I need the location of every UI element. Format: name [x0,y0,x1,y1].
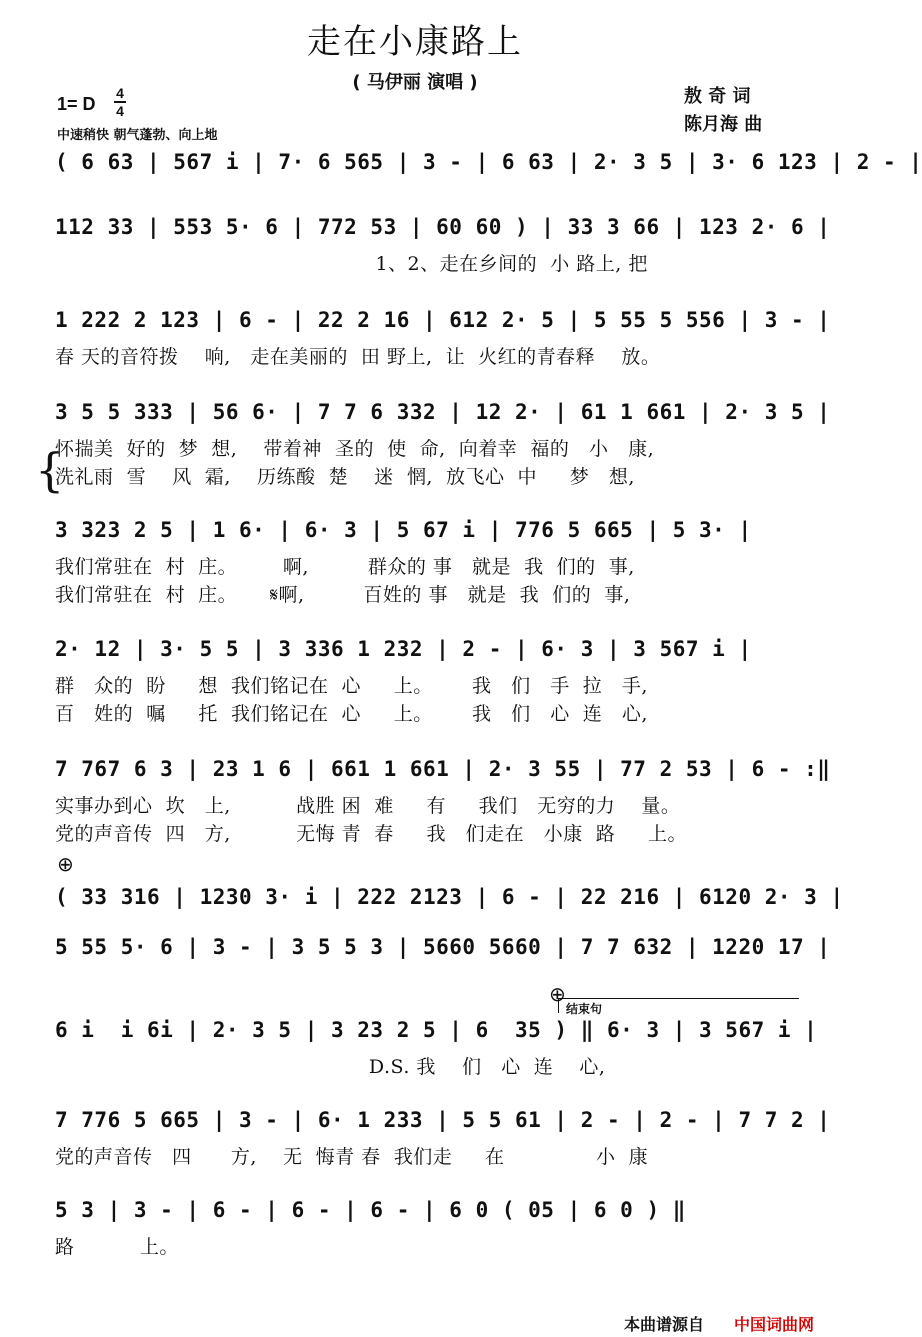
singer-credit: ( 马伊丽 演唱 ) [352,72,478,93]
song-title: 走在小康路上 [307,22,523,62]
time-signature-bottom: 4 [116,103,124,119]
lyric-line: D.S. 我 们 心 连 心, [55,1056,606,1078]
lyric-line: 实事办到心 坎 上, 战胜 困 难 有 我们 无穷的力 量。 [55,795,681,817]
coda-symbol: ⊕ [549,984,566,1006]
lyricist-credit: 敖 奇 词 [684,86,751,107]
notation-row: 7 776 5 665 | 3 - | 6· 1 233 | 5 5 61 | 2 - | 2 - | 7 7 2 | [55,1108,831,1132]
notation-row: 7 767 6 3 | 23 1 6 | 661 1 661 | 2· 3 55 | 77 2 53 | 6 - :‖ [55,757,831,781]
notation-row: 6 i i 6i | 2· 3 5 | 3 23 2 5 | 6 35 ) ‖ 6· 3 | 3 567 i | [55,1018,818,1042]
lyric-line: 怀揣美 好的 梦 想, 带着神 圣的 使 命, 向着幸 福的 小 康, [55,438,655,460]
lyric-line: 百 姓的 嘱 托 我们铭记在 心 上。 我 们 心 连 心, [55,703,648,725]
notation-row: 5 3 | 3 - | 6 - | 6 - | 6 - | 6 0 ( 05 | 6 0 ) ‖ [55,1198,686,1222]
notation-row: 1 222 2 123 | 6 - | 22 2 16 | 612 2· 5 | 5 55 5 556 | 3 - | [55,308,831,332]
lyric-line: 我们常驻在 村 庄。 啊, 群众的 事 就是 我 们的 事, [55,556,635,578]
key-signature: 1= D [57,94,96,114]
lyric-line: 我们常驻在 村 庄。 𝄋啊, 百姓的 事 就是 我 们的 事, [55,584,631,606]
tempo-marking: 中速稍快 朝气蓬勃、向上地 [57,128,218,143]
lyric-line: 群 众的 盼 想 我们铭记在 心 上。 我 们 手 拉 手, [55,675,648,697]
ending-label: 结束句 [566,1002,603,1016]
time-signature [114,86,126,118]
lyric-line: 1、2、走在乡间的 小 路上, 把 [55,253,648,275]
notation-row: 2· 12 | 3· 5 5 | 3 336 1 232 | 2 - | 6· 3 | 3 567 i | [55,637,752,661]
lyric-line: 党的声音传 四 方, 无 悔青 春 我们走 在 小 康 [55,1146,649,1168]
notation-row: 112 33 | 553 5· 6 | 772 53 | 60 60 ) | 33 3 66 | 123 2· 6 | [55,215,831,239]
lyric-line: 路 上。 [55,1236,179,1258]
notation-row: ( 33 316 | 1230 3· i | 222 2123 | 6 - | 22 216 | 6120 2· 3 | [55,885,844,909]
site-name: 中国词曲网 [734,1315,815,1334]
composer-credit: 陈月海 曲 [684,114,763,135]
lyric-line: 洗礼雨 雪 风 霜, 历练酸 楚 迷 惘, 放飞心 中 梦 想, [55,466,635,488]
lyric-line: 春 天的音符拨 响, 走在美丽的 田 野上, 让 火红的青春释 放。 [55,346,661,368]
lyric-line: 党的声音传 四 方, 无悔 青 春 我 们走在 小康 路 上。 [55,823,687,845]
source-text: 本曲谱源自 [624,1315,705,1334]
notation-row: ( 6 63 | 567 i | 7· 6 565 | 3 - | 6 63 | 2· 3 5 | 3· 6 123 | 2 - | [55,150,922,174]
notation-row: 5 55 5· 6 | 3 - | 3 5 5 3 | 5660 5660 | 7 7 632 | 1220 17 | [55,935,831,959]
notation-row: 3 5 5 333 | 56 6· | 7 7 6 332 | 12 2· | 61 1 661 | 2· 3 5 | [55,400,831,424]
time-signature-top: 4 [116,85,124,101]
coda-symbol: ⊕ [57,854,74,876]
verse-brace: { [35,443,65,497]
notation-row: 3 323 2 5 | 1 6· | 6· 3 | 5 67 i | 776 5 665 | 5 3· | [55,518,752,542]
